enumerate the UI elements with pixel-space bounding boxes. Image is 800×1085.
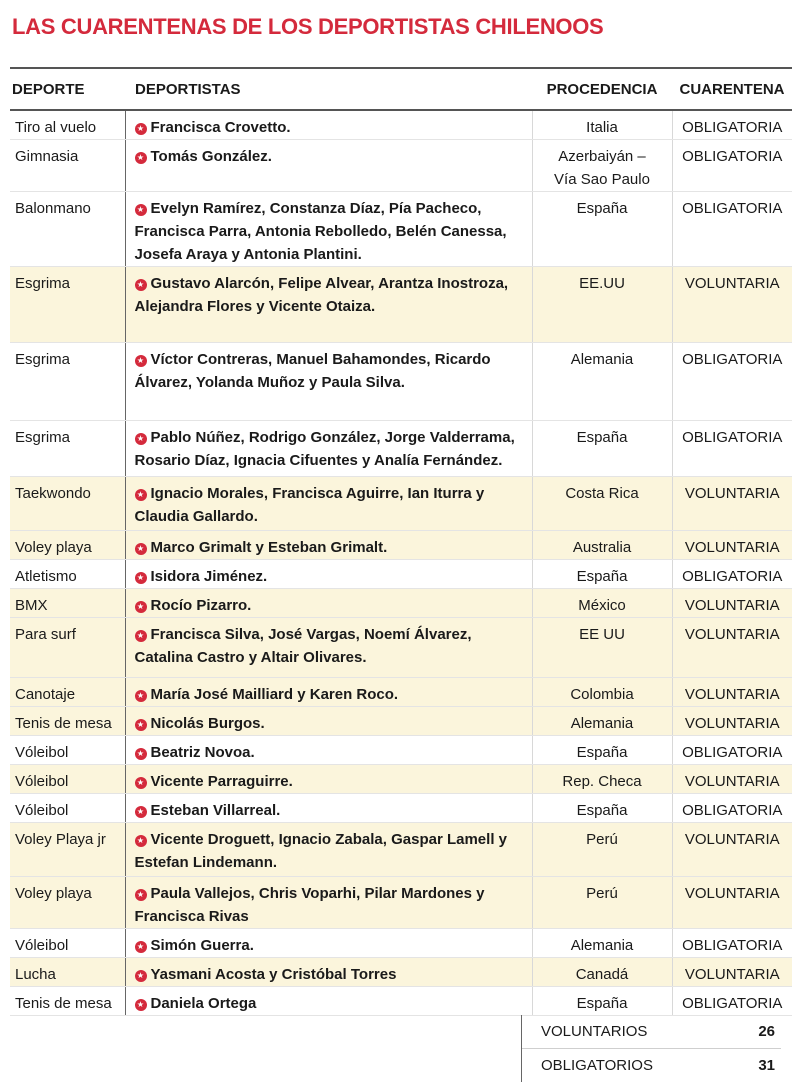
sport-text: Tiro al vuelo	[15, 119, 97, 136]
athletes-text: Vicente Droguett, Ignacio Zabala, Gaspar Lamell y Estefan Lindemann.	[134, 831, 507, 871]
athletes-cell	[125, 877, 532, 929]
table-row	[10, 110, 792, 140]
origin-cell	[532, 877, 672, 929]
table-row	[10, 589, 792, 618]
sport-text: Lucha	[15, 966, 56, 983]
athletes-cell	[125, 192, 532, 267]
table-row	[10, 877, 792, 929]
quarantine-text: VOLUNTARIA	[684, 831, 780, 848]
quarantine-cell	[672, 794, 792, 823]
quarantine-cell	[672, 421, 792, 477]
origin-text: Australia	[572, 539, 632, 556]
sport-text: Canotaje	[15, 686, 76, 703]
quarantine-cell	[672, 343, 792, 421]
athletes-cell	[125, 140, 532, 192]
table-body	[10, 110, 792, 1016]
red-circle-star-icon: ★	[135, 355, 147, 367]
quarantine-text: OBLIGATORIA	[682, 802, 783, 819]
sport-cell	[10, 560, 125, 589]
sport-text: Esgrima	[15, 429, 71, 446]
athletes-text: María José Mailliard y Karen Roco.	[150, 686, 399, 703]
red-circle-star-icon: ★	[135, 279, 147, 291]
origin-text: Costa Rica	[565, 485, 639, 502]
origin-cell	[532, 421, 672, 477]
athletes-text: Daniela Ortega	[150, 995, 257, 1012]
sport-cell	[10, 531, 125, 560]
origin-cell	[532, 477, 672, 531]
table-row	[10, 707, 792, 736]
quarantine-text: OBLIGATORIA	[682, 200, 783, 217]
sport-cell	[10, 736, 125, 765]
column-header-sport: DEPORTE	[10, 68, 125, 110]
table-row	[10, 987, 792, 1016]
athletes-text: Yasmani Acosta y Cristóbal Torres	[150, 966, 397, 983]
quarantine-text: OBLIGATORIA	[682, 148, 783, 165]
quarantine-cell	[672, 987, 792, 1016]
quarantine-cell	[672, 531, 792, 560]
quarantine-text: VOLUNTARIA	[684, 539, 780, 556]
origin-text: Colombia	[570, 686, 634, 703]
origin-text: Azerbaiyán – Vía Sao Paulo	[554, 148, 650, 188]
origin-cell	[532, 618, 672, 678]
totals-box	[521, 1015, 781, 1082]
athletes-cell	[125, 110, 532, 140]
quarantine-text: VOLUNTARIA	[684, 966, 780, 983]
quarantine-text: VOLUNTARIA	[684, 485, 780, 502]
athletes-text: Vicente Parraguirre.	[150, 773, 293, 790]
athletes-text: Simón Guerra.	[150, 937, 254, 954]
quarantine-text: VOLUNTARIA	[684, 773, 780, 790]
origin-cell	[532, 794, 672, 823]
quarantine-text: OBLIGATORIA	[682, 429, 783, 446]
table-row	[10, 678, 792, 707]
quarantine-cell	[672, 477, 792, 531]
quarantine-text: OBLIGATORIA	[682, 995, 783, 1012]
table-row	[10, 929, 792, 958]
athletes-cell	[125, 823, 532, 877]
quarantine-cell	[672, 877, 792, 929]
athletes-cell	[125, 678, 532, 707]
athletes-text: Nicolás Burgos.	[150, 715, 265, 732]
quarantine-cell	[672, 929, 792, 958]
origin-cell	[532, 929, 672, 958]
athletes-text: Evelyn Ramírez, Constanza Díaz, Pía Pacheco, Francisca Parra, Antonia Rebolledo, Belén Canessa, Josefa Araya y Antonia Plantini.	[134, 200, 507, 263]
origin-cell	[532, 987, 672, 1016]
table-row	[10, 794, 792, 823]
sport-text: Vóleibol	[15, 937, 69, 954]
athletes-text: Pablo Núñez, Rodrigo González, Jorge Valderrama, Rosario Díaz, Ignacia Cifuentes y Analía Fernández.	[134, 429, 515, 469]
quarantine-cell	[672, 140, 792, 192]
athletes-text: Ignacio Morales, Francisca Aguirre, Ian Iturra y Claudia Gallardo.	[134, 485, 485, 525]
athletes-text: Esteban Villarreal.	[150, 802, 281, 819]
sport-cell	[10, 678, 125, 707]
total-value: 31	[758, 1057, 775, 1074]
sport-text: BMX	[15, 597, 48, 614]
table-row	[10, 958, 792, 987]
origin-text: España	[576, 995, 628, 1012]
quarantine-cell	[672, 823, 792, 877]
sport-cell	[10, 877, 125, 929]
sport-text: Tenis de mesa	[15, 715, 112, 732]
red-circle-star-icon: ★	[135, 630, 147, 642]
sport-cell	[10, 618, 125, 678]
sport-text: Tenis de mesa	[15, 995, 112, 1012]
table-header-row	[10, 68, 792, 110]
origin-cell	[532, 736, 672, 765]
quarantine-cell	[672, 267, 792, 343]
origin-cell	[532, 707, 672, 736]
origin-text: España	[576, 744, 628, 761]
quarantine-text: OBLIGATORIA	[682, 744, 783, 761]
red-circle-star-icon: ★	[135, 777, 147, 789]
origin-text: EE UU	[579, 626, 625, 643]
red-circle-star-icon: ★	[135, 999, 147, 1011]
sport-cell	[10, 343, 125, 421]
origin-text: España	[576, 200, 628, 217]
sport-text: Balonmano	[15, 200, 91, 217]
quarantine-text: OBLIGATORIA	[682, 937, 783, 954]
origin-cell	[532, 823, 672, 877]
origin-text: España	[576, 802, 628, 819]
sport-cell	[10, 823, 125, 877]
origin-cell	[532, 192, 672, 267]
red-circle-star-icon: ★	[135, 835, 147, 847]
sport-cell	[10, 929, 125, 958]
red-circle-star-icon: ★	[135, 433, 147, 445]
athletes-text: Tomás González.	[150, 148, 272, 165]
athletes-cell	[125, 531, 532, 560]
sport-text: Esgrima	[15, 275, 71, 292]
athletes-cell	[125, 929, 532, 958]
origin-text: Canadá	[575, 966, 629, 983]
red-circle-star-icon: ★	[135, 970, 147, 982]
quarantine-text: OBLIGATORIA	[682, 351, 783, 368]
origin-text: España	[576, 568, 628, 585]
red-circle-star-icon: ★	[135, 690, 147, 702]
red-circle-star-icon: ★	[135, 748, 147, 760]
red-circle-star-icon: ★	[135, 543, 147, 555]
table-row	[10, 421, 792, 477]
athletes-cell	[125, 618, 532, 678]
quarantine-text: VOLUNTARIA	[684, 715, 780, 732]
sport-text: Taekwondo	[15, 485, 91, 502]
column-header-athletes: DEPORTISTAS	[125, 68, 532, 110]
table-row	[10, 736, 792, 765]
origin-text: México	[578, 597, 626, 614]
sport-cell	[10, 421, 125, 477]
origin-cell	[532, 531, 672, 560]
red-circle-star-icon: ★	[135, 572, 147, 584]
quarantine-cell	[672, 560, 792, 589]
athletes-cell	[125, 958, 532, 987]
total-label: OBLIGATORIOS	[541, 1057, 653, 1074]
sport-cell	[10, 987, 125, 1016]
origin-text: EE.UU	[579, 275, 625, 292]
athletes-text: Francisca Silva, José Vargas, Noemí Álvarez, Catalina Castro y Altair Olivares.	[134, 626, 472, 666]
sport-text: Voley playa	[15, 539, 92, 556]
origin-cell	[532, 678, 672, 707]
sport-cell	[10, 267, 125, 343]
quarantine-text: OBLIGATORIA	[682, 119, 783, 136]
athletes-cell	[125, 765, 532, 794]
origin-cell	[532, 560, 672, 589]
origin-text: Perú	[586, 885, 618, 902]
athletes-cell	[125, 736, 532, 765]
athletes-cell	[125, 343, 532, 421]
red-circle-star-icon: ★	[135, 123, 147, 135]
sport-cell	[10, 794, 125, 823]
red-circle-star-icon: ★	[135, 806, 147, 818]
origin-text: Alemania	[570, 715, 634, 732]
total-row-voluntarios	[522, 1015, 781, 1048]
athletes-cell	[125, 421, 532, 477]
quarantine-cell	[672, 589, 792, 618]
table-row	[10, 267, 792, 343]
table-row	[10, 192, 792, 267]
origin-cell	[532, 958, 672, 987]
quarantine-cell	[672, 736, 792, 765]
red-circle-star-icon: ★	[135, 204, 147, 216]
quarantine-cell	[672, 707, 792, 736]
quarantine-text: VOLUNTARIA	[684, 686, 780, 703]
sport-cell	[10, 477, 125, 531]
table-row	[10, 823, 792, 877]
athletes-text: Isidora Jiménez.	[150, 568, 268, 585]
table-row	[10, 343, 792, 421]
red-circle-star-icon: ★	[135, 889, 147, 901]
red-circle-star-icon: ★	[135, 489, 147, 501]
origin-cell	[532, 267, 672, 343]
sport-text: Atletismo	[15, 568, 77, 585]
origin-cell	[532, 140, 672, 192]
table-row	[10, 618, 792, 678]
quarantine-cell	[672, 192, 792, 267]
origin-text: España	[576, 429, 628, 446]
quarantine-text: VOLUNTARIA	[684, 275, 780, 292]
column-header-quarantine: CUARENTENA	[672, 68, 792, 110]
sport-cell	[10, 192, 125, 267]
quarantine-text: OBLIGATORIA	[682, 568, 783, 585]
quarantine-cell	[672, 110, 792, 140]
total-label: VOLUNTARIOS	[541, 1023, 648, 1040]
athletes-cell	[125, 477, 532, 531]
sport-cell	[10, 707, 125, 736]
sport-text: Voley Playa jr	[15, 831, 106, 848]
table-row	[10, 531, 792, 560]
sport-text: Voley playa	[15, 885, 92, 902]
origin-text: Alemania	[570, 351, 634, 368]
red-circle-star-icon: ★	[135, 601, 147, 613]
athletes-text: Marco Grimalt y Esteban Grimalt.	[150, 539, 388, 556]
quarantine-cell	[672, 678, 792, 707]
quarantine-text: VOLUNTARIA	[684, 885, 780, 902]
table-row	[10, 140, 792, 192]
athletes-text: Francisca Crovetto.	[150, 119, 291, 136]
athletes-cell	[125, 589, 532, 618]
red-circle-star-icon: ★	[135, 719, 147, 731]
sport-cell	[10, 110, 125, 140]
athletes-cell	[125, 560, 532, 589]
athletes-text: Beatriz Novoa.	[150, 744, 255, 761]
sport-text: Gimnasia	[15, 148, 79, 165]
athletes-cell	[125, 987, 532, 1016]
column-header-origin: PROCEDENCIA	[532, 68, 672, 110]
origin-cell	[532, 589, 672, 618]
origin-cell	[532, 343, 672, 421]
red-circle-star-icon: ★	[135, 941, 147, 953]
athletes-text: Víctor Contreras, Manuel Bahamondes, Ricardo Álvarez, Yolanda Muñoz y Paula Silva.	[134, 351, 491, 391]
quarantine-table	[10, 67, 792, 1016]
sport-cell	[10, 958, 125, 987]
origin-text: Rep. Checa	[562, 773, 642, 790]
athletes-text: Gustavo Alarcón, Felipe Alvear, Arantza Inostroza, Alejandra Flores y Vicente Otaiza.	[134, 275, 509, 315]
athletes-text: Paula Vallejos, Chris Voparhi, Pilar Mardones y Francisca Rivas	[134, 885, 485, 925]
athletes-cell	[125, 794, 532, 823]
table-row	[10, 477, 792, 531]
origin-text: Italia	[586, 119, 618, 136]
quarantine-text: VOLUNTARIA	[684, 597, 780, 614]
page-title: LAS CUARENTENAS DE LOS DEPORTISTAS CHILENOOS	[12, 14, 604, 39]
table-row	[10, 560, 792, 589]
sport-text: Para surf	[15, 626, 76, 643]
total-value: 26	[758, 1023, 775, 1040]
red-circle-star-icon: ★	[135, 152, 147, 164]
quarantine-cell	[672, 618, 792, 678]
quarantine-cell	[672, 958, 792, 987]
athletes-text: Rocío Pizarro.	[150, 597, 252, 614]
quarantine-cell	[672, 765, 792, 794]
origin-cell	[532, 765, 672, 794]
sport-text: Esgrima	[15, 351, 71, 368]
sport-text: Vóleibol	[15, 744, 69, 761]
origin-cell	[532, 110, 672, 140]
sport-cell	[10, 140, 125, 192]
quarantine-text: VOLUNTARIA	[684, 626, 780, 643]
sport-cell	[10, 589, 125, 618]
table-row	[10, 765, 792, 794]
total-row-obligatorios	[522, 1048, 781, 1082]
origin-text: Perú	[586, 831, 618, 848]
sport-cell	[10, 765, 125, 794]
athletes-cell	[125, 707, 532, 736]
sport-text: Vóleibol	[15, 773, 69, 790]
origin-text: Alemania	[570, 937, 634, 954]
athletes-cell	[125, 267, 532, 343]
sport-text: Vóleibol	[15, 802, 69, 819]
